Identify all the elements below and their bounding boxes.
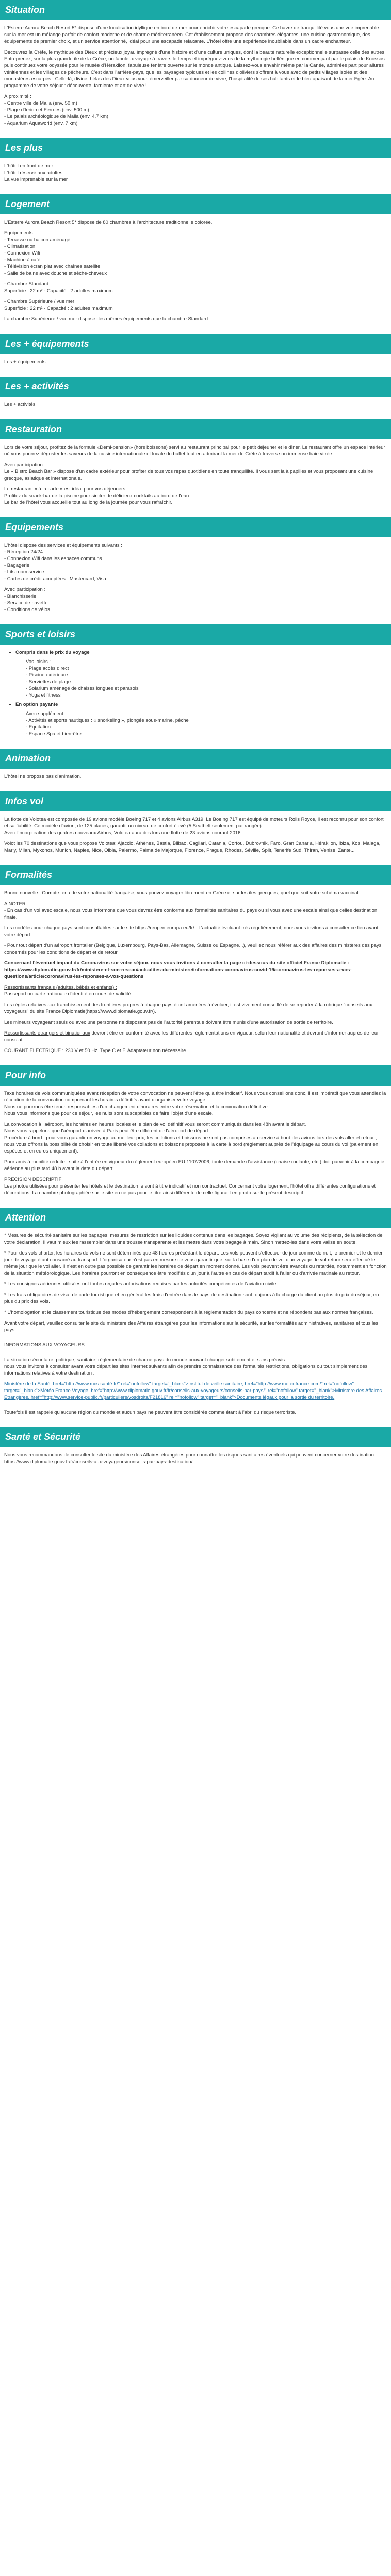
paragraph: Procédure à bord : pour vous garantir un voyage au meilleur prix, les collations et boissons ne sont pas comprises au service à bord des avions lors des vols aller et retour ; nous vous offrons la possibilité de choisir en toute liberté vos collations et boissons proposés à la carte à bord (règlement auprès de l'équipage au cours du vol (paiement en espèces et en euros uniquement). [4,1135,379,1154]
room-surface: Superficie : 22 m² - Capacité : 2 adultes maximum [4,306,113,311]
section-title: Pour info [0,1065,391,1086]
section-sports [0,624,391,749]
list-item: - Connexion Wifi [4,250,40,256]
ressortissants-title [4,984,387,991]
optional-sublist [15,710,387,737]
info-heading: INFORMATIONS AUX VOYAGEURS : [4,1342,88,1348]
paragraph: L'hôtel dispose des services et équipements suivants : [4,543,122,548]
link[interactable]: https://www.diplomatie.gouv.fr/fr/ministere-et-son-reseau/actualites-du-ministere/informations-coronavirus-covid-19/coronavirus-les-reponses-a-vos-questions/article/coronavirus-les-reponses-a-vos-questions [4,967,352,979]
nota-heading: A NOTER : [4,901,28,907]
list-item: - Espace Spa et bien-être [26,731,82,737]
paragraph: Pour amis à mobilité réduite : suite à l'entrée en vigueur du règlement européen EU 1107/2006, toute demande d'assistance (chaise roulante, etc.) doit parvenir à la compagnie aérienne au plus tard 48 h avant la date du départ. [4,1159,384,1172]
list-item: - Solarium aménagé de chaises longues et parasols [26,686,139,691]
paragraph: La flotte de Volotea est composée de 19 avions modèle Boeing 717 et 4 avions Airbus A319. Le Boeing 717 est équipé de moteurs Rolls Royce, il est reconnu pour son confort et sa fiabilité. Ce modèle d'avion, de 125 places, garantit un niveau de confort élevé (5 Seatbelt seulement par rangée). [4,817,384,829]
list-item: - Piscine extérieure [26,672,68,678]
list-item: - Equitation [26,724,51,730]
section-situation [0,0,391,138]
ressortissants-label: Ressortissants étrangers et binationaux [4,1030,90,1036]
included-label: Compris dans le prix du voyage [15,650,90,655]
paragraph: * Mesures de sécurité sanitaire sur les bagages: mesures de restriction sur les liquides contenus dans les bagages. Soyez vigilant au volume des récipients, de la sélection de votre déclaration. Il vaut mieux les rassembler dans une trousse transparente et les mettre dans votre bagage à main. Sinon mettez-les dans votre valise en soute. [4,1233,383,1245]
list-item: - Aquarium Aquaworld (env. 7 km) [4,121,78,126]
section-equipements [0,517,391,624]
precision-title: PRÉCISION DESCRIPTIF [4,1177,62,1182]
fee-list [4,593,387,613]
paragraph: Les photos utilisées pour présenter les hôtels et le destination le sont à titre indicatif et non contractuel. Concernant votre logement, l'hôtel offre différentes configurations et décorations. La chambre photographiée sur le site en ce pas pour le titre ainsi différente de celle figurant en photo sur le présent descriptif. [4,1183,376,1196]
paragraph: Les + équipements [4,359,46,365]
list-item [15,701,387,737]
paragraph: L'hôtel ne propose pas d'animation. [4,774,82,779]
list-item: - Centre ville de Malia (env. 50 m) [4,100,77,106]
section-title: Les + activités [0,377,391,397]
list-item: - Réception 24/24 [4,549,43,555]
list-item: - Machine à café [4,257,41,263]
nearby-list [4,100,387,127]
list-item: - Bagagerie [4,563,30,568]
paragraph: nous vous invitons à consulter avant votre départ les sites internet suivants afin de prendre connaissance des formalités restrictions, obligations ou tout simplement des informations relatives à votre destination : [4,1364,368,1376]
list-item: - Terrasse ou balcon aménagé [4,237,71,243]
section-sante [0,1427,391,1477]
list-item: - Le palais archéologique de Malia (env. 4.7 km) [4,114,109,120]
section-infos-vol [0,791,391,865]
section-title: Les plus [0,138,391,158]
fee-heading: Avec participation : [4,587,46,592]
paragraph: Lors de votre séjour, profitez de la formule «Demi-pension» (hors boissons) servi au restaurant principal pour le petit déjeuner et le dîner. Le restaurant offre un espace intérieur où vous pourrez déguster les saveurs de la cuisine internationale et locale du buffet tout en admirant la mer de Crète à travers son immense baie vitrée. [4,445,385,457]
paragraph: La chambre Supérieure / vue mer dispose des mêmes équipements que la chambre Standard. [4,316,209,322]
paragraph: Taxe horaires de vols communiquées avant réception de votre convocation ne peuvent l'être qu'à titre indicatif. Nous vous conseillons donc, il est impératif que vous attendiez la réception de la convocation comprenant les horaires définitifs avant d'organiser votre voyage. [4,1091,386,1103]
paragraph: * Les frais obligatoires de visa, de carte touristique et en général les frais d'entrée dans le pays de destination sont toujours à la charge du client au plus du prix du séjour, en plus du prix des vols. [4,1292,379,1304]
list-item: L'hôtel en front de mer [4,163,53,169]
section-title: Animation [0,749,391,769]
section-title: Restauration [0,419,391,439]
list-item: - Plage d'Ierion et Ferroes (env. 500 m) [4,107,89,113]
sub-heading: Vos loisirs : [26,659,51,665]
ressortissants-label: Ressortissants français (adultes, bébés et enfants) : [4,985,117,990]
paragraph [4,1030,387,1043]
included-sublist [15,658,387,699]
list-item: L'hôtel réservé aux adultes [4,170,63,176]
section-logement [0,194,391,334]
list-item: - Salle de bains avec douche et sèche-cheveux [4,270,107,276]
paragraph: Les + activités [4,402,36,408]
paragraph: - Pour tout départ d'un aéroport frontalier (Belgique, Luxembourg, Pays-Bas, Allemagne, Suisse ou Espagne...), veuillez nous référer aux des affaires des ministères des pays concernés pour les conditions de départ et de retour. [4,943,382,955]
section-title: Infos vol [0,791,391,811]
paragraph: L'Esterre Aurora Beach Resort 5* dispose de 80 chambres à l'architecture traditionnelle colorée. [4,219,213,225]
section-plus-activites [0,377,391,419]
paragraph: Les règles relatives aux franchissement des frontières propres à chaque pays étant amenées à évoluer, il est vivement conseillé de se reporter à la rubrique "conseils aux voyageurs" du site France Diplomatie(https://www.diplomatie.gouv.fr/). [4,1002,372,1014]
paragraph: Le restaurant « à la carte » est idéal pour vos déjeuners. [4,486,127,492]
section-title: Santé et Sécurité [0,1427,391,1447]
list-item: - Télévision écran plat avec chaînes satellite [4,264,101,269]
plus-list [4,163,387,183]
paragraph: Nous vous rappelons que l'aéroport d'arrivée à Paris peut être différent de l'aéroport de départ. [4,1128,210,1134]
paragraph: - En cas d'un vol avec escale, nous vous informons que vous devrez être conforme aux formalités sanitaires du pays ou si vous avez une escale ainsi que celles destination finale. [4,908,378,920]
section-title: Les + équipements [0,334,391,354]
room-surface: Superficie : 22 m² - Capacité : 2 adultes maximum [4,288,113,294]
list-item: - Cartes de crédit acceptées : Mastercard, Visa. [4,576,108,582]
room-name: - Chambre Standard [4,281,49,287]
section-plus-equipements [0,334,391,377]
section-title: Attention [0,1208,391,1228]
paragraph: Nous vous recommandons de consulter le site du ministère des Affaires étrangères pour connaître les risques sanitaires éventuels qui peuvent concerner votre destination : https://www.diplomatie.gouv.fr/fr/conseils-aux-voyageurs/conseils-par-pays-destination/ [4,1452,377,1465]
sub-heading: Avec supplément : [26,711,66,717]
paragraph: Avec l'incorporation des quatres nouveaux Airbus, Volotea aura des lors une flotte de 23 avions courant 2016. [4,830,242,836]
paragraph: Nous ne pourrons être tenus responsables d'un changement d'horaires entre votre réservation et la convocation définitive. [4,1104,269,1110]
fee-heading: Avec participation : [4,462,46,468]
section-title: Logement [0,194,391,214]
paragraph: Le bar de l'hôtel vous accueille tout au long de la journée pour vous rafraîchir. [4,500,173,505]
list-item: - Conditions de vélos [4,607,50,613]
list-item: - Service de navette [4,600,48,606]
paragraph: La situation sécuritaire, politique, sanitaire, réglementaire de chaque pays du monde pouvant changer subitement et sans préavis. [4,1357,286,1363]
list-item: La vue imprenable sur la mer [4,177,68,182]
optional-label: En option payante [15,702,58,707]
section-attention [0,1208,391,1427]
paragraph: COURANT ELECTRIQUE : 230 V et 50 Hz. Type C et F. Adaptateur non nécessaire. [4,1048,188,1054]
paragraph: * Les consignes aériennes utilisées ont toutes reçu les autorisations requises par les autorités compétentes de l'aviation civile. [4,1281,278,1287]
paragraph: La convocation à l'aéroport, les horaires en heures locales et le plan de vol définitif vous seront communiqués dans les 48h avant le départ. [4,1122,306,1127]
paragraph: Avant votre départ, veuillez consulter le site du ministère des Affaires étrangères pour les informations sur la sécurité, sur les formalités administratives, sanitaires et tous les pays. [4,1320,379,1333]
section-plus [0,138,391,194]
list-item: - Lits room service [4,569,44,575]
equip-heading: Equipements : [4,230,36,236]
links-paragraph[interactable]: Ministère de la Santé, href="http://www.mcs.santé.fr/" rel="nofollow" target="_blank">Institut de veille sanitaire, href="http://www.meteofrance.com/" rel="nofollow" target="_blank">Météo France Voyage, href="http://www.diplomatie.gouv.fr/fr/conseils-aux-voyageurs/conseils-par-pays/" rel="nofollow" target="_blank">Ministère des Affaires Étrangères, href="http://www.service-public.fr/particuliers/vosdroits/F21816" rel="nofollow" target="_blank">Documents légaux pour la sortie du territoire. [4,1381,382,1400]
paragraph: Passeport ou carte nationale d'identité en cours de validité. [4,991,133,997]
paragraph: Nous vous informons que pour ce séjour, les nuits sont susceptibles de faire l'objet d'une escale. [4,1111,214,1116]
equip-list [4,549,387,582]
paragraph: * L'homologation et le classement touristique des modes d'hébergement correspondent à la réglementation du pays concerné et ne répondent pas aux normes françaises. [4,1310,373,1315]
list-item: - Yoga et fitness [26,692,61,698]
paragraph: Le « Bistro Beach Bar » dispose d'un cadre extérieur pour profiter de tous vos repas quotidiens en toute tranquillité. Il vous sert la à papilles et vous proposant une cuisine grecque, asiatique et internationale. [4,469,373,481]
section-title: Formalités [0,865,391,885]
paragraph: Les mineurs voyageant seuls ou avec une personne ne disposant pas de l'autorité parentale doivent être munis d'une autorisation de sortie de territoire. [4,1020,333,1025]
equip-list [4,236,387,277]
section-restauration [0,419,391,517]
paragraph: Toutefois il est rappelé qu'aucune région du monde et aucun pays ne peuvent être considérés comme étant à l'abri du risque terroriste. [4,1410,297,1415]
paragraph: Profitez du snack-bar de la piscine pour siroter de délicieux cocktails au bord de l'eau. [4,493,190,499]
paragraph: Découvrez la Crète, le mythique des Dieux et précieux joyau imprégné d'une histoire et d'une culture uniques, dont la beauté naturelle exceptionnelle surpasse celle des autres. Entreprenez, sur la plus grande île de la Grèce, un fabuleux voyage à travers le temps et imprégnez-vous de la mythologie hellénique en commençant par le palais de Knossos puis continuez votre odyssée pour le musée d'Héraklion, fabuleuse fenêtre ouverte sur le monde antique. Laissez-vous envahir même par la Canée, admirées part pour allures vénitiennes et les villages de pêcheurs. C'est dans l'arrière-pays, que les paysages typiques et les collines d'oliviers s'offrent à vous avec de petits villages isolés et des monastères escarpés.. Celle-là, divine, hélas des Dieux vous vous émerveiller par sa douceur de vivre, l'hospitalité de ses habitants et le bleu apaisant de la mer Egée. Au programme de votre séjour : découverte, farniente et art de vivre ! [4,49,386,89]
list-item [15,649,387,699]
list-item: - Serviettes de plage [26,679,71,685]
list-item: - Blanchisserie [4,594,37,599]
list-item: - Connexion Wifi dans les espaces communs [4,556,102,562]
paragraph: L'Esterre Aurora Beach Resort 5* dispose d'une localisation idyllique en bord de mer pour enrichir votre escapade grecque. Ce havre de tranquillité vous une vue imprenable sur la mer est un mélange parfait de confort moderne et de charme méditerranéen. Cet établissement propose des chambres élégantes, une cuisine gastronomique, des équipements de premier choix, et un service attentionné, idéal pour une escapade relaxante. L'hôtel offre une expérience inoubliable dans un cadre enchanteur. [4,25,379,44]
paragraph: Volot les 70 destinations que vous propose Volotea: Ajaccio, Athènes, Bastia, Bilbao, Cagliari, Catania, Corfou, Dubrovnik, Faro, Gran Canaria, Héraklion, Ibiza, Kos, Malaga, Marly, Milan, Mykonos, Munich, Naples, Nice, Olbia, Palermo, Palma de Majorque, Florence, Prague, Rhodes, Séville, Split, Tenerife Sud, Thiran, Venise, Zante... [4,841,381,853]
paragraph: Concernant l'éventuel impact du Coronavirus sur votre séjour, nous vous invitons à consulter la page ci-dessous du site officiel France Diplomatie : [4,960,349,966]
section-title: Situation [0,0,391,20]
section-pour-info [0,1065,391,1208]
paragraph: * Pour des vols charter, les horaires de vols ne sont déterminés que 48 heures précédant le départ. Les vols peuvent s'effectuer de jour comme de nuit, le premier et le dernier jour de voyage étant consacré au transport. L'organisateur n'est pas en mesure de vous garantir que, sur la base d'un plan de vol d'un voyage, le vol retour sera effectué le même jour que le vol aller. Il n'est en outre pas possible de garantir les horaires de départ en moment donné. Les vols peuvent être avancés ou retardés, notamment en fonction de la situation météorologique. Les horaires pourront en conséquence être modifiés d'un jour à l'autre en cas de départ tardif à l'aller ou d'arrivée matinale au retour. [4,1250,387,1276]
paragraph: Bonne nouvelle : Compte tenu de votre nationalité française, vous pouvez voyager librement en Grèce et sur les îles grecques, quel que soit votre schéma vaccinal. [4,890,360,896]
sports-list [4,649,387,737]
list-item: - Climatisation [4,244,36,249]
section-formalites [0,865,391,1065]
list-item: - Plage accès direct [26,666,69,671]
section-title: Sports et loisirs [0,624,391,645]
list-item: - Activités et sports nautiques : « snorkeling », plongée sous-marine, pêche [26,718,189,723]
nearby-heading: À proximité : [4,94,31,99]
room-name: - Chambre Supérieure / vue mer [4,299,75,304]
paragraph: Les modèles pour chaque pays sont consultables sur le site https://reopen.europa.eu/fr/ : L'actualité évoluant très régulièrement, nous vous invitons à consulter ce lien avant votre départ. [4,925,379,938]
ressortissants-text: devront être en conformité avec les différentes réglementations en vigueur, selon leur nationalité et devront s'informer auprès de leur consulat. [4,1030,379,1043]
section-title: Equipements [0,517,391,537]
section-animation [0,749,391,791]
